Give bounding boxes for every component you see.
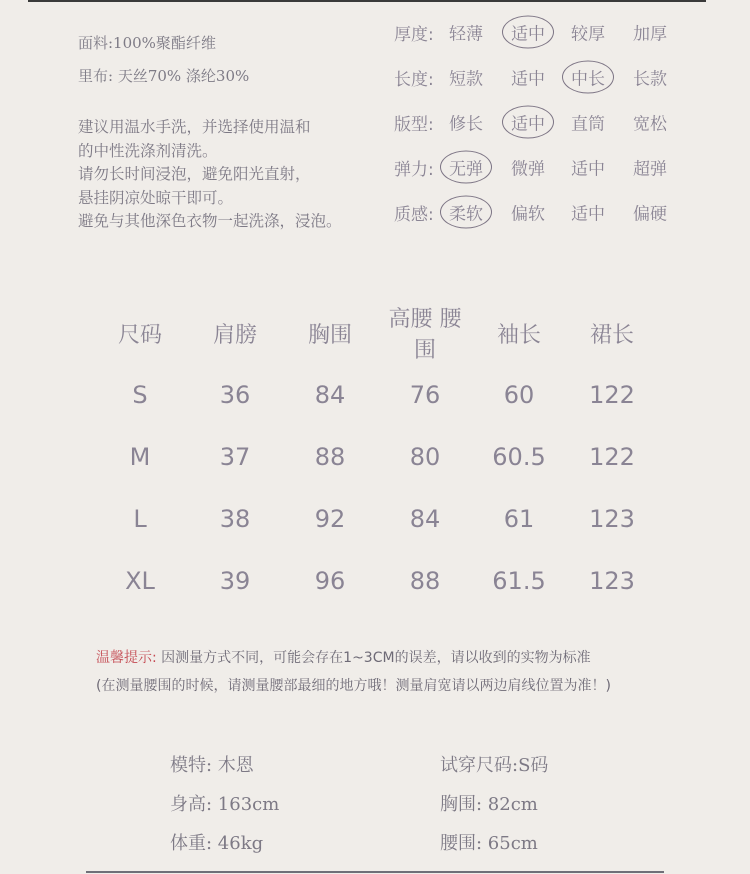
top-divider xyxy=(28,0,706,2)
care-line: 建议用温水手洗，并选择使用温和 xyxy=(78,118,311,136)
bust-cell: 96 xyxy=(314,567,346,595)
attribute-label: 质感: xyxy=(394,204,434,225)
attribute-row-texture xyxy=(394,197,667,227)
attribute-row-fit xyxy=(394,107,667,137)
table-row xyxy=(92,488,658,550)
sleeve-cell: 60 xyxy=(503,381,535,409)
header-sleeve: 袖长 xyxy=(496,322,541,348)
attribute-label: 厚度: xyxy=(394,24,434,45)
table-row xyxy=(92,550,658,612)
care-line: 请勿长时间浸泡，避免阳光直射， xyxy=(78,165,311,183)
option-medium-selected: 适中 xyxy=(502,16,554,49)
shoulder-cell: 36 xyxy=(219,381,251,409)
option-moderate: 适中 xyxy=(571,159,605,180)
option-slim: 修长 xyxy=(449,114,483,135)
model-size: 试穿尺码:S码 xyxy=(440,755,549,776)
shoulder-cell: 38 xyxy=(219,505,251,533)
option-high-stretch: 超弹 xyxy=(633,159,667,180)
size-table-header xyxy=(92,302,658,364)
bust-cell: 88 xyxy=(314,443,346,471)
attribute-row-thickness xyxy=(394,17,667,47)
option-loose: 宽松 xyxy=(633,114,667,135)
size-cell: M xyxy=(129,443,151,471)
header-bust: 胸围 xyxy=(307,322,352,348)
fabric-material: 面料:100%聚酯纤维 xyxy=(78,34,216,52)
waist-cell: 88 xyxy=(409,567,441,595)
table-row xyxy=(92,426,658,488)
care-line: 避免与其他深色衣物一起洗涤，浸泡。 xyxy=(78,212,342,230)
option-straight: 直筒 xyxy=(571,114,605,135)
tip-text: 因测量方式不同，可能会存在1~3CM的误差，请以收到的实物为标准 xyxy=(161,650,591,666)
skirt-length-cell: 122 xyxy=(589,381,635,409)
bust-cell: 92 xyxy=(314,505,346,533)
option-thin: 轻薄 xyxy=(449,24,483,45)
option-moderate: 适中 xyxy=(571,204,605,225)
sleeve-cell: 60.5 xyxy=(492,443,546,471)
option-stiff: 偏硬 xyxy=(633,204,667,225)
option-softish: 偏软 xyxy=(511,204,545,225)
table-row xyxy=(92,364,658,426)
skirt-length-cell: 122 xyxy=(589,443,635,471)
header-waist: 高腰 腰围 xyxy=(388,307,462,363)
model-name: 模特: 木恩 xyxy=(170,755,254,776)
attribute-row-length xyxy=(394,62,667,92)
model-weight: 体重: 46kg xyxy=(170,833,264,854)
size-cell: XL xyxy=(125,567,155,595)
bottom-divider xyxy=(86,871,664,873)
option-slight-stretch: 微弹 xyxy=(511,159,545,180)
model-height: 身高: 163cm xyxy=(170,794,280,815)
skirt-length-cell: 123 xyxy=(589,567,635,595)
size-cell: L xyxy=(133,505,147,533)
header-shoulder: 肩膀 xyxy=(212,322,257,348)
header-size: 尺码 xyxy=(117,322,162,348)
size-cell: S xyxy=(132,381,148,409)
model-waist: 腰围: 65cm xyxy=(440,833,538,854)
shoulder-cell: 37 xyxy=(219,443,251,471)
attribute-label: 版型: xyxy=(394,114,434,135)
tip-label: 温馨提示: xyxy=(96,650,157,666)
option-extra-thick: 加厚 xyxy=(633,24,667,45)
option-regular-selected: 适中 xyxy=(502,106,554,139)
waist-cell: 84 xyxy=(409,505,441,533)
shoulder-cell: 39 xyxy=(219,567,251,595)
option-thick: 较厚 xyxy=(571,24,605,45)
lining-material: 里布: 天丝70% 涤纶30% xyxy=(78,67,250,85)
care-line: 悬挂阴凉处晾干即可。 xyxy=(78,188,234,207)
waist-cell: 80 xyxy=(409,443,441,471)
sleeve-cell: 61 xyxy=(503,505,535,533)
header-skirt-length: 裙长 xyxy=(589,322,634,348)
model-bust: 胸围: 82cm xyxy=(440,794,538,815)
option-no-stretch-selected: 无弹 xyxy=(440,151,492,184)
tip-line xyxy=(96,647,591,667)
size-table xyxy=(92,302,658,612)
attribute-label: 长度: xyxy=(394,69,434,90)
care-instructions xyxy=(78,116,342,234)
skirt-length-cell: 123 xyxy=(589,505,635,533)
waist-cell: 76 xyxy=(409,381,441,409)
tip-note: (在测量腰围的时候，请测量腰部最细的地方哦！测量肩宽请以两边肩线位置为准！) xyxy=(96,678,611,694)
care-line: 的中性洗涤剂清洗。 xyxy=(78,141,218,160)
option-long: 长款 xyxy=(633,69,667,90)
bust-cell: 84 xyxy=(314,381,346,409)
option-soft-selected: 柔软 xyxy=(440,196,492,229)
sleeve-cell: 61.5 xyxy=(492,567,546,595)
option-medium: 适中 xyxy=(511,69,545,90)
option-mid-length-selected: 中长 xyxy=(562,61,614,94)
attribute-row-elasticity xyxy=(394,152,667,182)
attribute-label: 弹力: xyxy=(394,159,434,180)
option-short: 短款 xyxy=(449,69,483,90)
